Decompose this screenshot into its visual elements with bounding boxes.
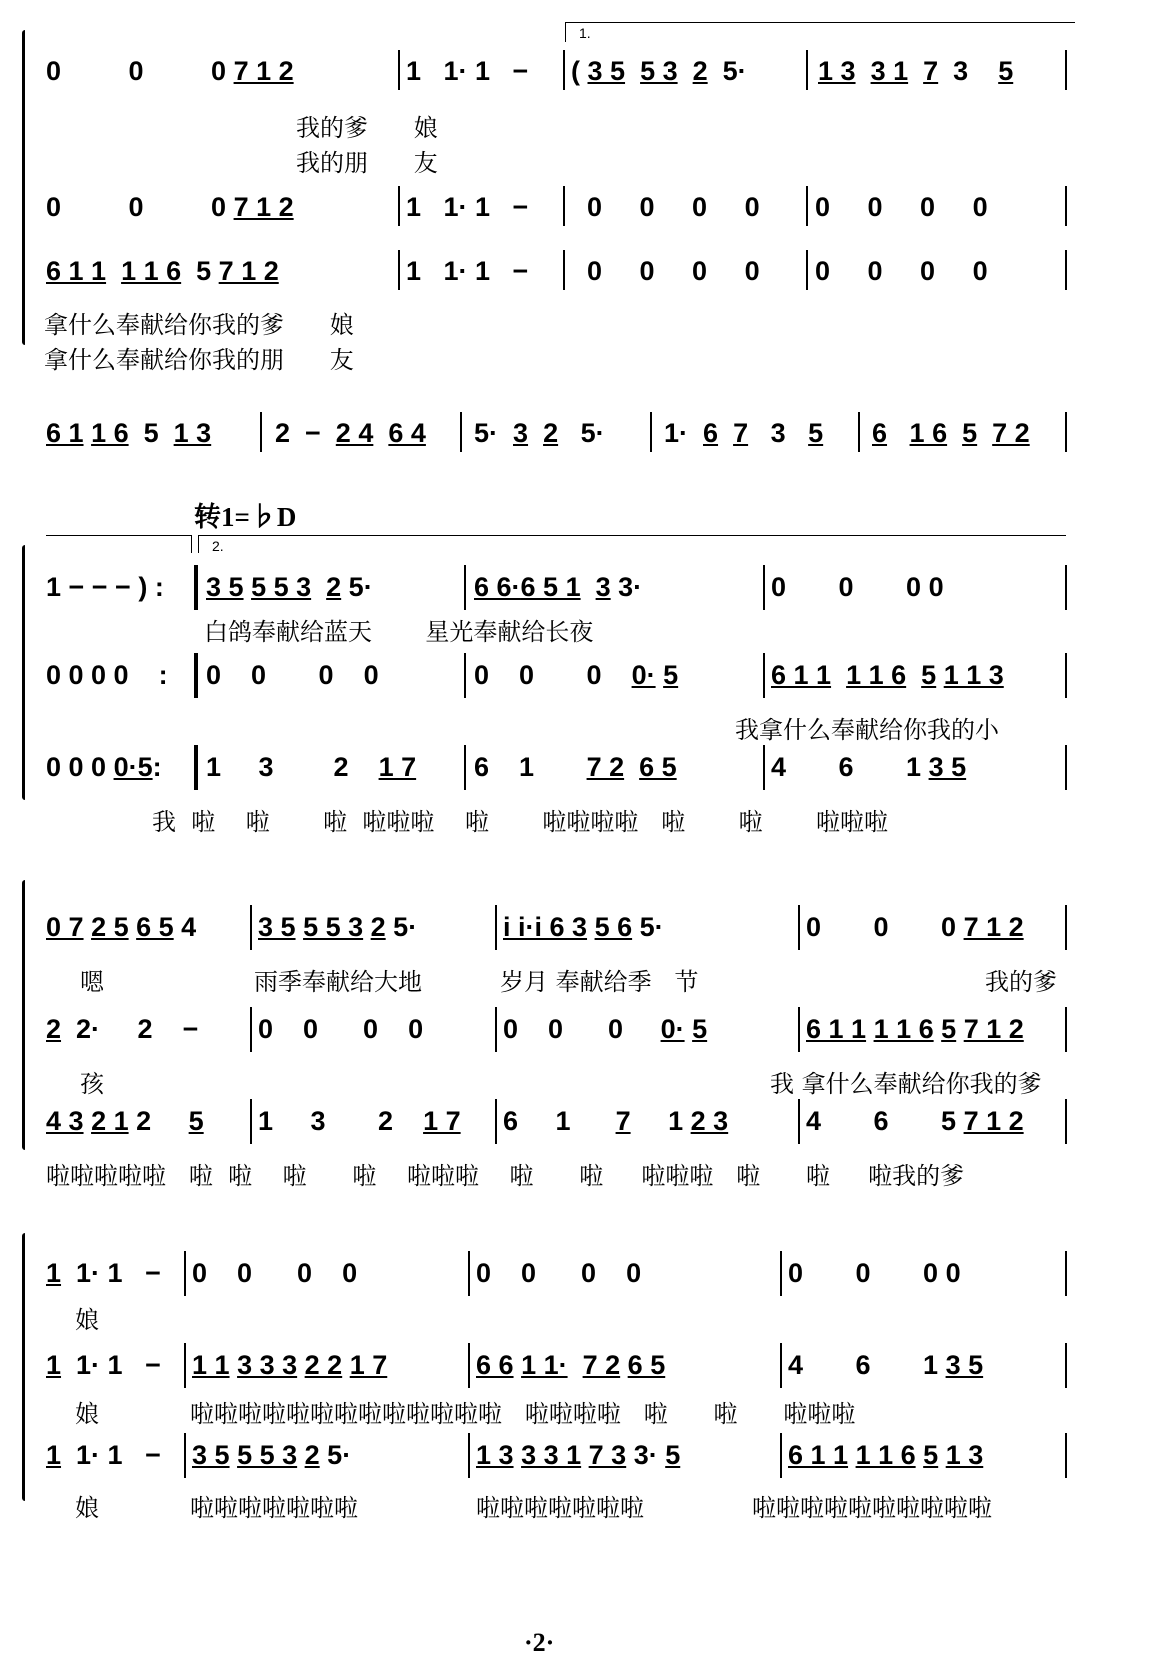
barline	[563, 186, 565, 226]
staff-notes: 1 1· 1 −	[406, 56, 529, 86]
staff-notes: 1 3 2 1 7	[258, 1106, 461, 1136]
lyric-line: 我的爹	[985, 968, 1057, 996]
staff-notes: 0 0 0 0· 5	[503, 1014, 708, 1044]
staff-notes: 1· 6 7 3 5	[664, 418, 824, 448]
lyric-line: 啦啦啦啦啦啦啦啦啦啦	[752, 1494, 992, 1522]
repeat-barline	[194, 745, 198, 790]
lyric-line: 娘	[75, 1400, 99, 1428]
staff-notes: 5· 3 2 5·	[474, 418, 605, 448]
staff-notes: 1 1 3 3 3 2 2 1 7	[192, 1350, 388, 1380]
barline	[563, 250, 565, 290]
staff-notes: 0 0 0 7 1 2	[46, 56, 294, 86]
lyric-line: 我 拿什么奉献给你我的爹	[770, 1070, 1042, 1098]
barline	[398, 186, 400, 226]
staff-notes: 1 1· 1 −	[46, 1440, 161, 1470]
volta-1-continuation	[46, 535, 191, 536]
staff-notes: 0 0 0 0	[815, 192, 988, 222]
barline	[780, 1433, 782, 1478]
staff-notes: 6 1 1 1 1 6 5 1 3	[788, 1440, 984, 1470]
staff-notes: 3 5 5 5 3 2 5·	[206, 572, 373, 602]
lyric-line: 啦啦啦啦啦啦啦	[476, 1494, 644, 1522]
barline	[260, 412, 262, 452]
staff-notes: 0 0 0 0· 5	[474, 660, 679, 690]
barline	[1065, 1099, 1067, 1144]
barline	[806, 50, 808, 90]
staff-notes: 0 7 2 5 6 5 4	[46, 912, 197, 942]
barline	[1065, 745, 1067, 790]
barline	[464, 565, 466, 610]
barline	[798, 905, 800, 950]
lyric-line: 雨季奉献给大地	[254, 968, 422, 996]
staff-notes: 1 1· 1 −	[46, 1350, 161, 1380]
staff-notes: 1 1· 1 −	[406, 192, 529, 222]
barline	[763, 745, 765, 790]
barline	[806, 186, 808, 226]
staff-notes: 0 0 0 0·5:	[46, 752, 162, 782]
barline	[1065, 250, 1067, 290]
lyric-line: 我的朋 友	[296, 149, 438, 177]
staff-notes: ( 3 5 5 3 2 5·	[571, 56, 747, 86]
barline	[495, 1099, 497, 1144]
barline	[1065, 653, 1067, 698]
staff-notes: 4 6 1 3 5	[771, 752, 967, 782]
barline	[184, 1433, 186, 1478]
barline	[780, 1343, 782, 1388]
key-change-marker: 转1=♭D	[194, 502, 297, 532]
barline	[798, 1099, 800, 1144]
staff-notes: 4 3 2 1 2 5	[46, 1106, 204, 1136]
repeat-barline	[194, 565, 198, 610]
staff-notes: 0 0 0 0 :	[46, 660, 168, 690]
volta-2-label: 2.	[212, 538, 224, 554]
staff-notes: 2 − 2 4 6 4	[275, 418, 426, 448]
barline	[464, 745, 466, 790]
staff-notes: 0 0 0 7 1 2	[46, 192, 294, 222]
barline	[1065, 186, 1067, 226]
staff-notes: 3 5 5 5 3 2 5·	[258, 912, 418, 942]
lyric-line: 娘	[75, 1494, 99, 1522]
repeat-barline	[194, 653, 198, 698]
lyric-line: 拿什么奉献给你我的朋 友	[44, 346, 354, 374]
staff-notes: 4 6 5 7 1 2	[806, 1106, 1024, 1136]
lyric-line: 啦啦啦啦啦啦啦	[190, 1494, 358, 1522]
staff-notes: 0 0 0 0	[815, 256, 988, 286]
staff-notes: 1 1· 1 −	[406, 256, 529, 286]
barline	[495, 1007, 497, 1052]
barline	[184, 1343, 186, 1388]
lyric-line: 孩	[80, 1070, 104, 1098]
staff-notes: 1 3 3 3 1 7 3 3· 5	[476, 1440, 681, 1470]
lyric-line: 我 啦 啦 啦 啦啦啦 啦 啦啦啦啦 啦 啦 啦啦啦	[152, 808, 889, 836]
barline	[468, 1433, 470, 1478]
volta-2-line	[198, 535, 1066, 536]
staff-notes: 6 1 1 1 1 6 5 1 1 3	[771, 660, 1004, 690]
staff-notes: 1 1· 1 −	[46, 1258, 161, 1288]
lyric-line: 娘	[75, 1306, 99, 1334]
barline	[1065, 412, 1067, 452]
lyric-line: 岁月 奉献给季 节	[500, 968, 699, 996]
staff-notes: 4 6 1 3 5	[788, 1350, 984, 1380]
barline	[650, 412, 652, 452]
staff-notes: 0 0 0 7 1 2	[806, 912, 1024, 942]
barline	[1065, 50, 1067, 90]
volta-1-label: 1.	[579, 25, 591, 41]
staff-notes: 0 0 0 0	[587, 192, 760, 222]
page-number: ·2·	[524, 1628, 555, 1657]
barline	[1065, 1251, 1067, 1296]
staff-notes: 6 1 7 2 6 5	[474, 752, 677, 782]
barline	[250, 1007, 252, 1052]
staff-notes: 6 1 1 1 1 6 5 7 1 2	[46, 256, 279, 286]
staff-notes: 0 0 0 0	[476, 1258, 642, 1288]
staff-notes: 6 1 7 1 2 3	[503, 1106, 729, 1136]
staff-notes: 6 1 1 1 1 6 5 7 1 2	[806, 1014, 1024, 1044]
lyric-line: 拿什么奉献给你我的爹 娘	[44, 311, 354, 339]
volta-1-end	[191, 535, 192, 553]
barline	[1065, 905, 1067, 950]
staff-notes: 1 3 3 1 7 3 5	[818, 56, 1014, 86]
staff-notes: 6 6·6 5 1 3 3·	[474, 572, 643, 602]
barline	[184, 1251, 186, 1296]
barline	[806, 250, 808, 290]
system-brace	[22, 1233, 25, 1501]
barline	[398, 250, 400, 290]
barline	[468, 1251, 470, 1296]
barline	[1065, 1343, 1067, 1388]
lyric-line: 啦啦啦啦啦 啦 啦 啦 啦 啦啦啦 啦 啦 啦啦啦 啦 啦 啦我的爹	[46, 1162, 965, 1190]
barline	[460, 412, 462, 452]
volta-1-line	[565, 22, 1075, 23]
lyric-line: 我的爹 娘	[296, 114, 438, 142]
staff-notes: 6 1 1 6 5 1 3	[46, 418, 212, 448]
barline	[250, 1099, 252, 1144]
barline	[780, 1251, 782, 1296]
staff-notes: 2 2· 2 −	[46, 1014, 199, 1044]
lyric-line: 白鸽奉献给蓝天 星光奉献给长夜	[204, 618, 594, 646]
staff-notes: 1 3 2 1 7	[206, 752, 417, 782]
barline	[763, 653, 765, 698]
lyric-line: 啦啦啦啦啦啦啦啦啦啦啦啦啦 啦啦啦啦 啦 啦 啦啦啦	[190, 1400, 856, 1428]
staff-notes: 0 0 0 0	[587, 256, 760, 286]
staff-notes: i i·i 6 3 5 6 5·	[503, 912, 664, 942]
staff-notes: 3 5 5 5 3 2 5·	[192, 1440, 352, 1470]
staff-notes: 0 0 0 0	[771, 572, 944, 602]
barline	[468, 1343, 470, 1388]
barline	[563, 50, 565, 90]
barline	[398, 50, 400, 90]
system-brace	[22, 880, 25, 1150]
barline	[464, 653, 466, 698]
volta-2-hook	[198, 535, 199, 553]
staff-notes: 0 0 0 0	[206, 660, 379, 690]
volta-1-hook	[565, 22, 566, 42]
lyric-line: 我拿什么奉献给你我的小	[735, 716, 999, 744]
barline	[250, 905, 252, 950]
lyric-line: 嗯	[80, 968, 104, 996]
staff-notes: 0 0 0 0	[258, 1014, 424, 1044]
barline	[1065, 565, 1067, 610]
staff-notes: 0 0 0 0	[788, 1258, 961, 1288]
barline	[495, 905, 497, 950]
staff-notes: 6 6 1 1· 7 2 6 5	[476, 1350, 666, 1380]
barline	[763, 565, 765, 610]
system-brace	[22, 545, 25, 800]
barline	[798, 1007, 800, 1052]
staff-notes: 1 − − − ) :	[46, 572, 164, 602]
staff-notes: 0 0 0 0	[192, 1258, 358, 1288]
barline	[858, 412, 860, 452]
system-brace	[22, 30, 25, 345]
barline	[1065, 1433, 1067, 1478]
barline	[1065, 1007, 1067, 1052]
staff-notes: 6 1 6 5 7 2	[872, 418, 1030, 448]
